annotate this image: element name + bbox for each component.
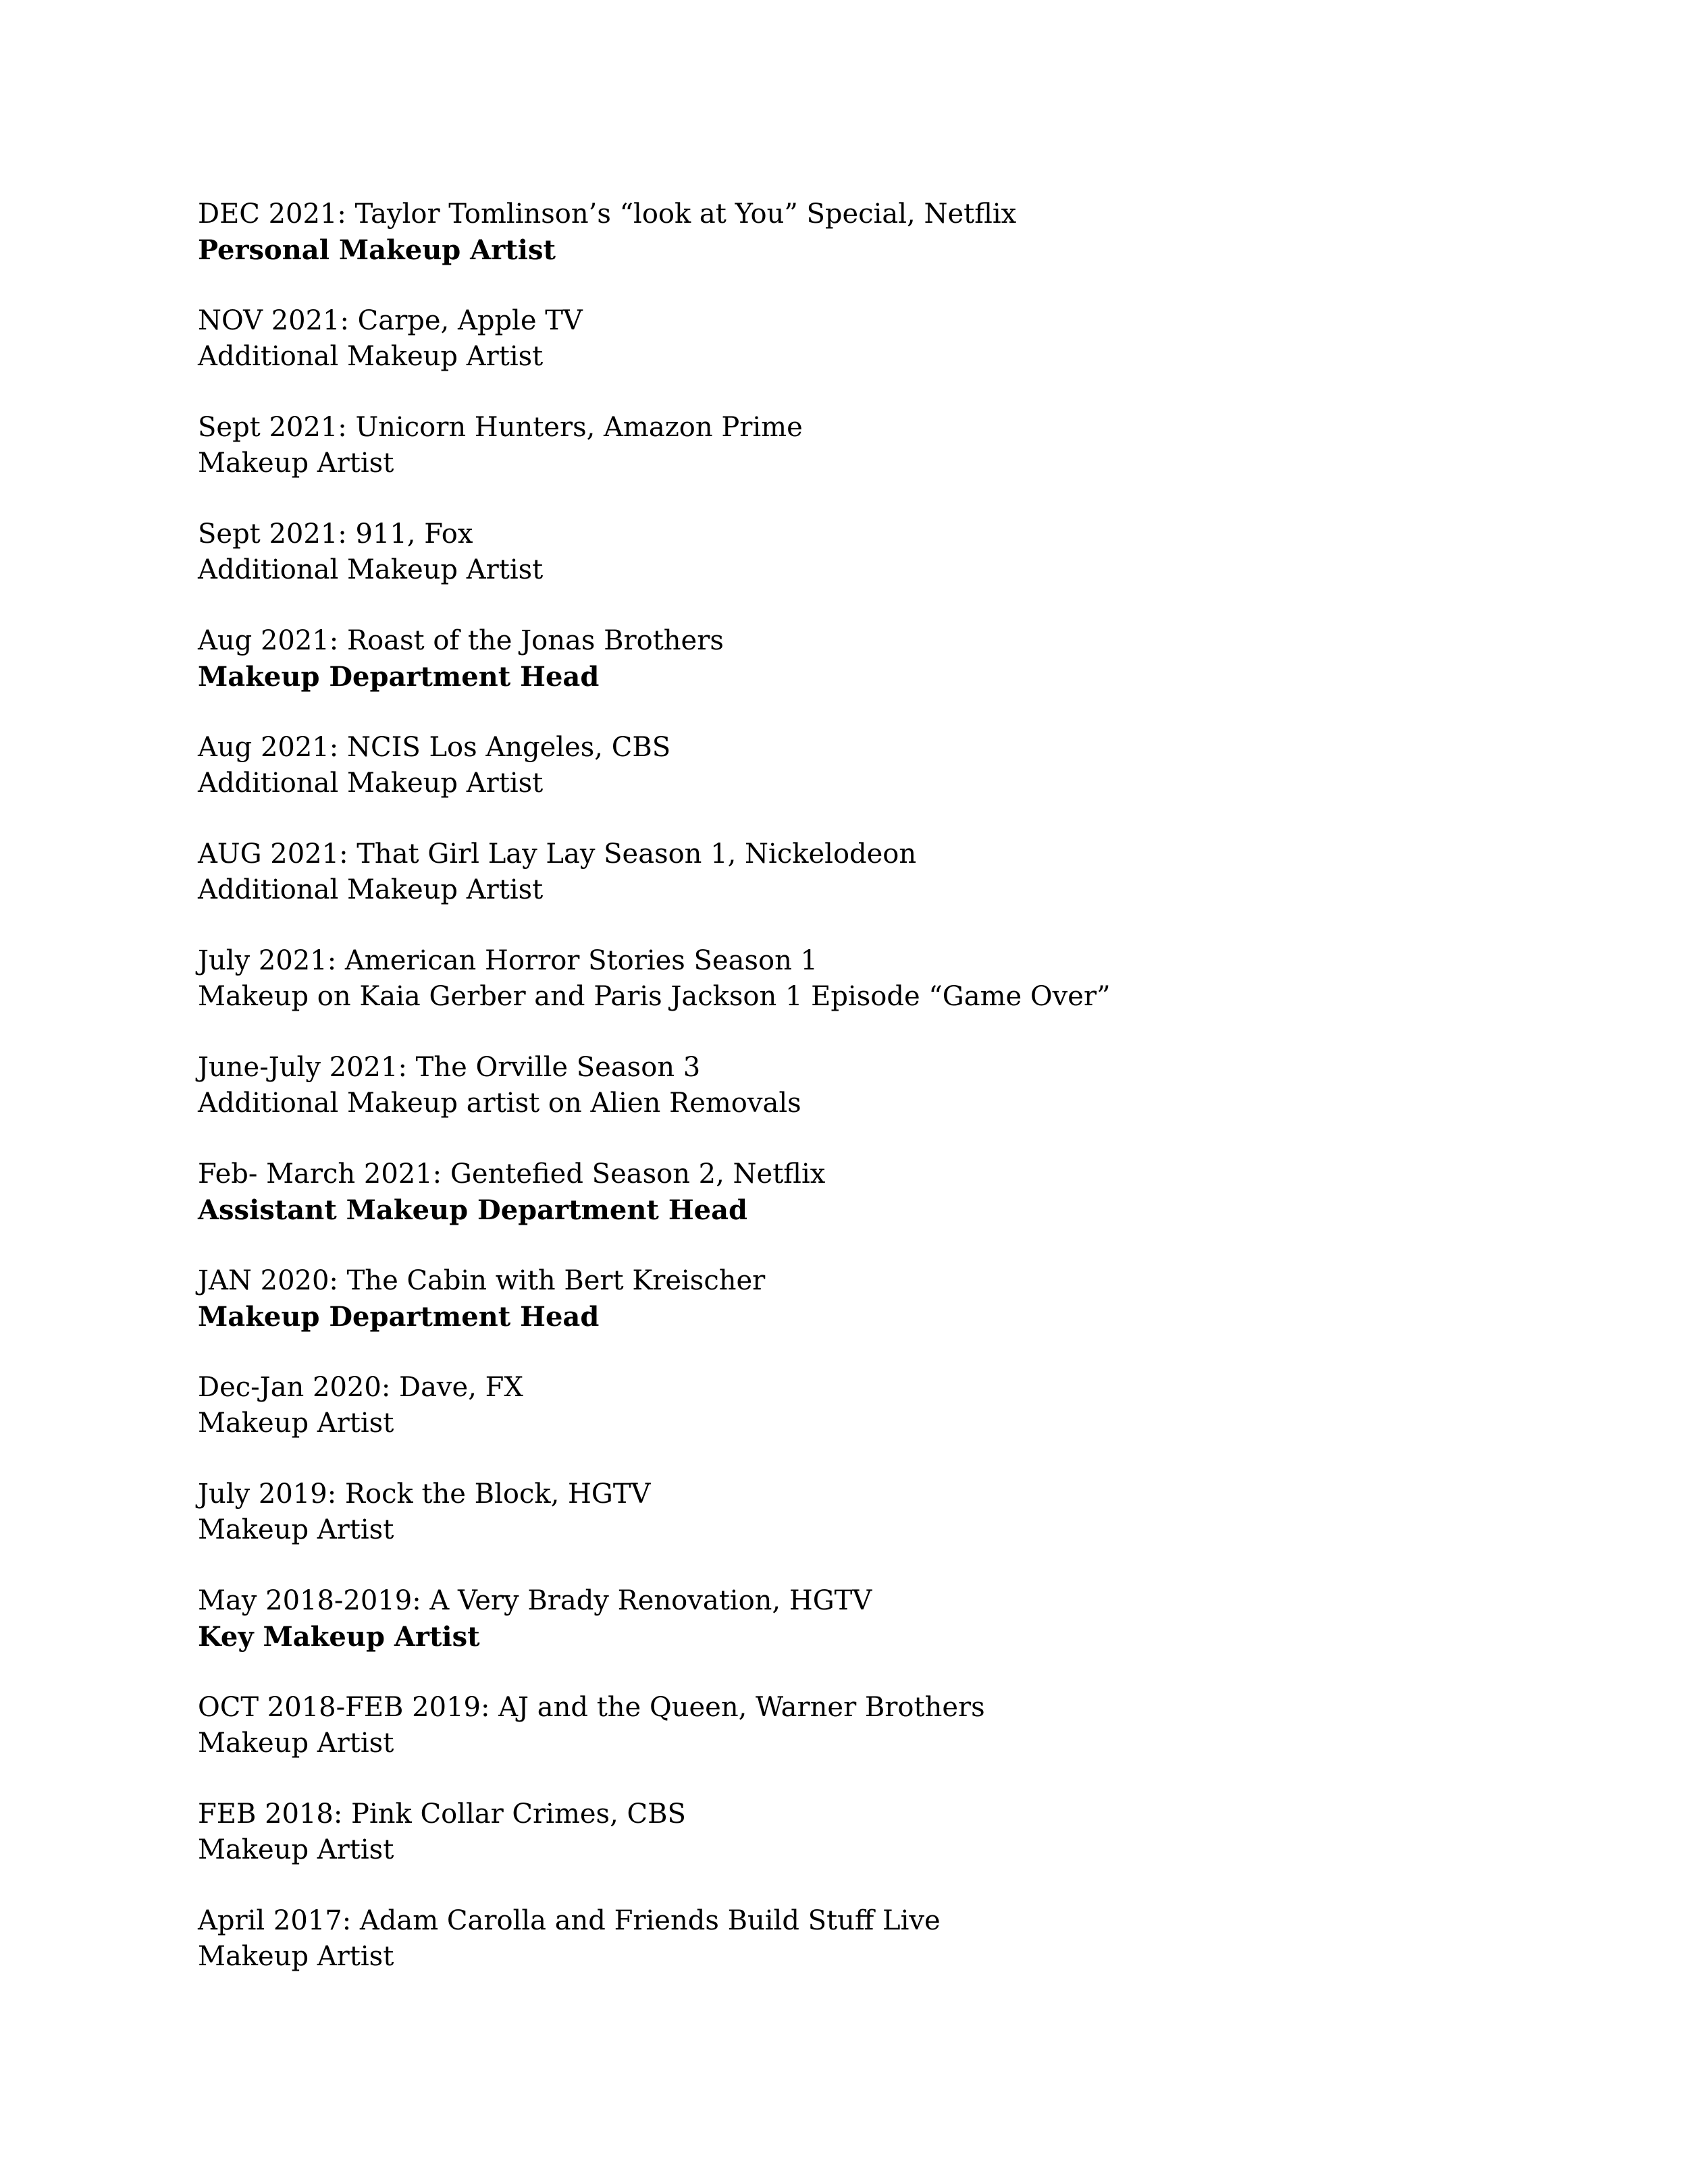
- credit-role: Additional Makeup Artist: [198, 768, 544, 799]
- credit-entry: [198, 1050, 1548, 1156]
- credit-heading: Sept 2021: 911, Fox: [198, 518, 473, 550]
- credit-entry: [198, 410, 1548, 516]
- credit-heading: Sept 2021: Unicorn Hunters, Amazon Prime: [198, 412, 803, 443]
- credit-role: Makeup Artist: [198, 1941, 394, 1972]
- credit-heading: AUG 2021: That Girl Lay Lay Season 1, Nickelodeon: [198, 838, 917, 870]
- credit-role: Additional Makeup Artist: [198, 554, 544, 585]
- credit-heading: DEC 2021: Taylor Tomlinson’s “look at You” Special, Netflix: [198, 198, 1017, 230]
- credit-entry: [198, 1690, 1548, 1796]
- credit-entry: [198, 1796, 1548, 1903]
- credit-heading: Feb- March 2021: Gentefied Season 2, Netflix: [198, 1158, 826, 1190]
- credit-heading: July 2021: American Horror Stories Season 1: [198, 945, 818, 976]
- credit-heading: Aug 2021: Roast of the Jonas Brothers: [198, 625, 724, 656]
- credit-entry: [198, 1156, 1548, 1263]
- credit-entry: [198, 516, 1548, 623]
- credits-list: [198, 196, 1548, 2010]
- credit-heading: Aug 2021: NCIS Los Angeles, CBS: [198, 732, 671, 763]
- credit-role: Makeup Artist: [198, 448, 394, 479]
- credit-entry: [198, 303, 1548, 410]
- credit-entry: [198, 730, 1548, 836]
- credit-heading: July 2019: Rock the Block, HGTV: [198, 1479, 651, 1510]
- credit-entry: [198, 1263, 1548, 1370]
- credit-role: Makeup Artist: [198, 1408, 394, 1439]
- credit-entry: [198, 1903, 1548, 2010]
- credit-role: Makeup Artist: [198, 1514, 394, 1545]
- credit-heading: NOV 2021: Carpe, Apple TV: [198, 305, 583, 336]
- credit-entry: [198, 1583, 1548, 1690]
- credit-entry: [198, 1476, 1548, 1583]
- credit-role: Makeup Department Head: [198, 661, 600, 693]
- credit-heading: FEB 2018: Pink Collar Crimes, CBS: [198, 1799, 686, 1830]
- credit-role: Makeup Department Head: [198, 1301, 600, 1333]
- credit-role: Makeup Artist: [198, 1834, 394, 1865]
- credit-role: Additional Makeup artist on Alien Removals: [198, 1088, 801, 1119]
- credit-entry: [198, 836, 1548, 943]
- credit-heading: Dec-Jan 2020: Dave, FX: [198, 1372, 523, 1403]
- credit-role: Key Makeup Artist: [198, 1621, 480, 1653]
- credit-heading: JAN 2020: The Cabin with Bert Kreischer: [198, 1265, 766, 1296]
- credit-heading: June-July 2021: The Orville Season 3: [198, 1052, 701, 1083]
- credit-role: Additional Makeup Artist: [198, 874, 544, 905]
- credit-role: Assistant Makeup Department Head: [198, 1194, 747, 1226]
- credit-entry: [198, 623, 1548, 730]
- credit-heading: OCT 2018-FEB 2019: AJ and the Queen, Warner Brothers: [198, 1692, 985, 1723]
- credit-entry: [198, 943, 1548, 1050]
- credit-role: Makeup Artist: [198, 1728, 394, 1759]
- credit-heading: April 2017: Adam Carolla and Friends Build Stuff Live: [198, 1905, 941, 1936]
- credit-role: Makeup on Kaia Gerber and Paris Jackson 1 Episode “Game Over”: [198, 981, 1111, 1012]
- credit-heading: May 2018-2019: A Very Brady Renovation, HGTV: [198, 1585, 872, 1616]
- credit-role: Personal Makeup Artist: [198, 234, 556, 266]
- credit-entry: [198, 196, 1548, 303]
- credit-entry: [198, 1370, 1548, 1476]
- credit-role: Additional Makeup Artist: [198, 341, 544, 372]
